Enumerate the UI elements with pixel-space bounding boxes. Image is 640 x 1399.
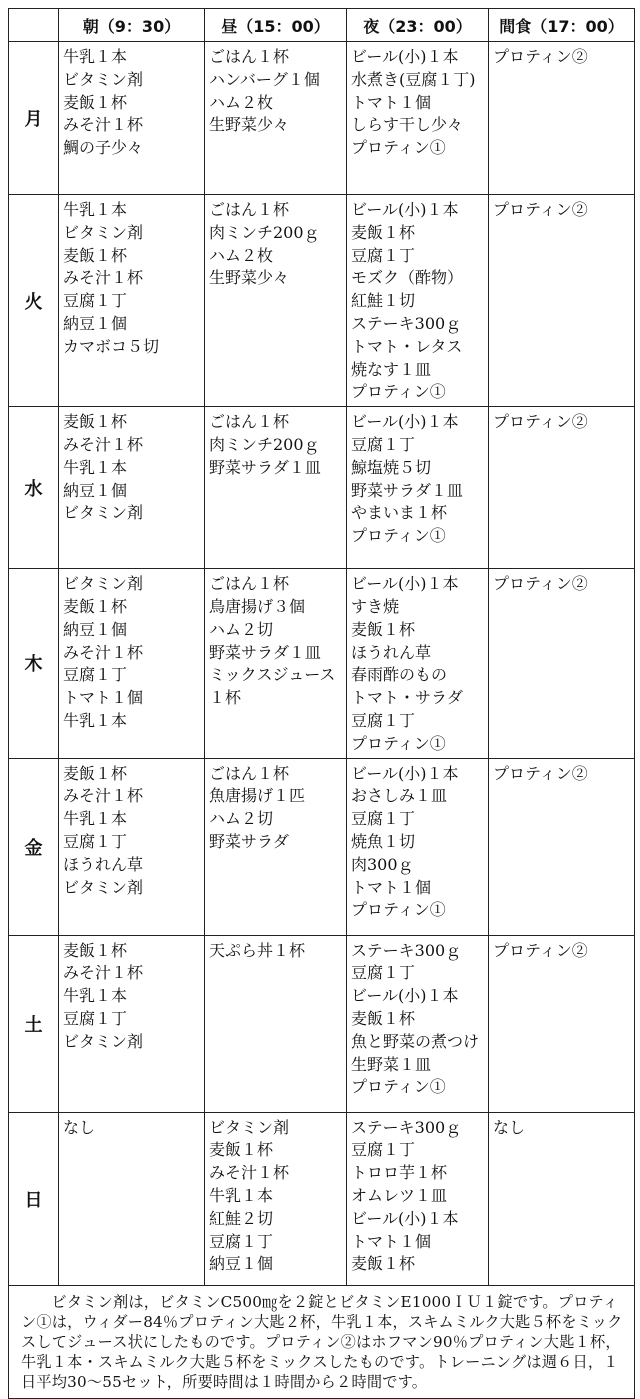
food-item: ビタミン剤 <box>63 1031 144 1051</box>
table-row <box>9 569 635 758</box>
food-item: プロティン② <box>493 574 588 594</box>
food-item: おさしみ１皿 <box>351 786 448 806</box>
food-item: 豆腐１丁 <box>351 809 416 829</box>
food-item: ビール(小)１本 <box>351 763 459 783</box>
food-item: 焼魚１切 <box>351 831 416 851</box>
table-row <box>9 935 635 1112</box>
food-item: ごはん１杯 <box>209 47 290 66</box>
day-label: 月 <box>9 42 59 195</box>
food-item: 紅鮭１切 <box>351 291 416 311</box>
food-item: カマボコ５切 <box>63 336 160 356</box>
food-item: ハム２切 <box>209 809 274 829</box>
table-row <box>9 195 635 407</box>
day-label: 土 <box>9 935 59 1112</box>
food-item: ビタミン剤 <box>63 222 144 242</box>
day-label: 火 <box>9 195 59 407</box>
food-item: ビタミン剤 <box>63 69 144 89</box>
snack-cell <box>489 758 635 935</box>
food-item: 野菜サラダ１皿 <box>209 642 321 662</box>
food-item: なし <box>63 1117 96 1137</box>
food-item: 牛乳１本 <box>63 47 128 66</box>
food-item: ハム２切 <box>209 619 274 639</box>
food-item: 豆腐１丁 <box>351 710 416 730</box>
header-lunch: 昼（15：00） <box>205 9 347 42</box>
day-label: 日 <box>9 1112 59 1285</box>
footnote: ビタミン剤は，ビタミンC500㎎を２錠とビタミンE1000ＩＵ１錠です。プロティン①は，ウィダー84％プロティン大匙２杯，牛乳１本，スキムミルク大匙５杯をミックスしてジュース状にしたものです。プロティン②はホフマン90％プロティン大匙１杯，牛乳１本・スキムミルク大匙５杯をミックスしたものです。トレーニングは週６日，１日平均30～55セット，所要時間は１時間から２時間です。 <box>9 1285 635 1398</box>
food-item: やまいま１杯 <box>351 503 448 523</box>
food-item: 生野菜少々 <box>209 268 290 288</box>
food-item: ビール(小)１本 <box>351 47 459 66</box>
food-item: 野菜サラダ <box>209 831 289 851</box>
breakfast-cell <box>59 195 205 407</box>
food-item: 豆腐１丁 <box>351 245 416 265</box>
table-row <box>9 42 635 195</box>
food-item: トマト１個 <box>351 877 432 897</box>
food-item: 豆腐１丁 <box>63 831 128 851</box>
food-item: 麦飯１杯 <box>63 940 128 960</box>
food-item: プロティン② <box>493 47 588 66</box>
food-item: 肉ミンチ200ｇ <box>209 434 320 454</box>
food-item: 鯨塩焼５切 <box>351 457 432 477</box>
food-item: ハム２枚 <box>209 92 274 112</box>
food-item: 麦飯１杯 <box>351 222 416 242</box>
dinner-cell <box>347 758 489 935</box>
food-item: 納豆１個 <box>63 313 128 333</box>
header-snack: 間食（17：00） <box>489 9 635 42</box>
day-label: 水 <box>9 407 59 569</box>
food-item: 鳥唐揚げ３個 <box>209 596 306 616</box>
lunch-cell <box>205 1112 347 1285</box>
header-corner <box>9 9 59 42</box>
food-item: 麦飯１杯 <box>351 619 416 639</box>
food-item: 麦飯１杯 <box>63 92 128 112</box>
food-item: ステーキ300ｇ <box>351 313 462 333</box>
day-label: 木 <box>9 569 59 758</box>
food-item: ステーキ300ｇ <box>351 1117 462 1137</box>
food-item: みそ汁１杯 <box>63 786 144 806</box>
food-item: 豆腐１丁 <box>63 1008 128 1028</box>
header-breakfast: 朝（9：30） <box>59 9 205 42</box>
food-item: 魚唐揚げ１匹 <box>209 786 306 806</box>
snack-cell <box>489 407 635 569</box>
food-item: すき焼 <box>351 596 400 616</box>
food-item: 肉300ｇ <box>351 854 414 874</box>
food-item: 麦飯１杯 <box>63 412 128 432</box>
breakfast-cell <box>59 935 205 1112</box>
food-item: プロティン① <box>351 382 446 402</box>
breakfast-cell <box>59 42 205 195</box>
lunch-cell <box>205 569 347 758</box>
snack-cell <box>489 195 635 407</box>
food-item: プロティン② <box>493 200 588 219</box>
food-item: プロティン② <box>493 412 588 432</box>
food-item: 豆腐１丁 <box>351 1140 416 1160</box>
food-item: 豆腐１丁 <box>63 665 128 685</box>
food-item: ごはん１杯 <box>209 412 290 432</box>
food-item: 牛乳１本 <box>209 1185 274 1205</box>
food-item: ビール(小)１本 <box>351 412 459 432</box>
food-item: しらす干し少々 <box>351 115 464 135</box>
food-item: トロロ芋１杯 <box>351 1163 448 1183</box>
food-item: 天ぷら丼１杯 <box>209 940 306 960</box>
snack-cell <box>489 42 635 195</box>
lunch-cell <box>205 935 347 1112</box>
food-item: プロティン② <box>493 763 588 783</box>
food-item: プロティン① <box>351 526 446 546</box>
food-item: 豆腐１丁 <box>209 1231 274 1251</box>
food-item: ビタミン剤 <box>209 1117 290 1137</box>
food-item: １杯 <box>209 688 242 708</box>
food-item: 牛乳１本 <box>63 457 128 477</box>
food-item: 牛乳１本 <box>63 986 128 1006</box>
food-item: 牛乳１本 <box>63 200 128 219</box>
food-item: 麦飯１杯 <box>63 596 128 616</box>
day-label: 金 <box>9 758 59 935</box>
food-item: トマト１個 <box>351 92 432 112</box>
food-item: プロティン① <box>351 1077 446 1097</box>
table-row <box>9 758 635 935</box>
dinner-cell <box>347 407 489 569</box>
dinner-cell <box>347 195 489 407</box>
food-item: ビタミン剤 <box>63 877 144 897</box>
food-item: オムレツ１皿 <box>351 1185 448 1205</box>
food-item: 麦飯１杯 <box>63 763 128 783</box>
food-item: 生野菜１皿 <box>351 1054 432 1074</box>
food-item: ごはん１杯 <box>209 200 290 219</box>
dinner-cell <box>347 42 489 195</box>
food-item: ビール(小)１本 <box>351 574 459 594</box>
food-item: プロティン① <box>351 138 446 158</box>
header-dinner: 夜（23：00） <box>347 9 489 42</box>
food-item: 紅鮭２切 <box>209 1208 274 1228</box>
food-item: 肉ミンチ200ｇ <box>209 222 320 242</box>
snack-cell <box>489 935 635 1112</box>
food-item: ビール(小)１本 <box>351 200 459 219</box>
dinner-cell <box>347 1112 489 1285</box>
food-item: 魚と野菜の煮つけ <box>351 1031 480 1051</box>
food-item: ビール(小)１本 <box>351 986 459 1006</box>
table-row <box>9 407 635 569</box>
food-item: なし <box>493 1117 526 1137</box>
food-item: 焼なす１皿 <box>351 359 432 379</box>
food-item: ビタミン剤 <box>63 574 144 594</box>
food-item: 麦飯１杯 <box>209 1140 274 1160</box>
header-row <box>9 9 635 42</box>
table-body <box>9 42 635 1286</box>
food-item: 牛乳１本 <box>63 809 128 829</box>
dinner-cell <box>347 569 489 758</box>
table-row <box>9 1112 635 1285</box>
food-item: みそ汁１杯 <box>63 963 144 983</box>
food-item: 野菜サラダ１皿 <box>209 457 321 477</box>
lunch-cell <box>205 758 347 935</box>
breakfast-cell <box>59 1112 205 1285</box>
food-item: ビール(小)１本 <box>351 1208 459 1228</box>
food-item: みそ汁１杯 <box>63 115 144 135</box>
food-item: プロティン① <box>351 733 446 753</box>
food-item: ハム２枚 <box>209 245 274 265</box>
food-item: ほうれん草 <box>63 854 144 874</box>
snack-cell <box>489 1112 635 1285</box>
lunch-cell <box>205 195 347 407</box>
food-item: みそ汁１杯 <box>63 642 144 662</box>
food-item: モズク（酢物） <box>351 268 464 288</box>
food-item: ミックスジュース <box>209 665 336 685</box>
food-item: 麦飯１杯 <box>351 1008 416 1028</box>
food-item: 納豆１個 <box>209 1254 274 1274</box>
food-item: 豆腐１丁 <box>351 434 416 454</box>
food-item: ハンバーグ１個 <box>209 69 320 89</box>
food-item: みそ汁１杯 <box>63 434 144 454</box>
breakfast-cell <box>59 569 205 758</box>
food-item: トマト１個 <box>351 1231 432 1251</box>
breakfast-cell <box>59 758 205 935</box>
lunch-cell <box>205 42 347 195</box>
food-item: みそ汁１杯 <box>63 268 144 288</box>
food-item: 納豆１個 <box>63 480 128 500</box>
food-item: ほうれん草 <box>351 642 432 662</box>
food-item: プロティン② <box>493 940 588 960</box>
food-item: ビタミン剤 <box>63 503 144 523</box>
food-item: ごはん１杯 <box>209 763 290 783</box>
food-item: 豆腐１丁 <box>63 291 128 311</box>
food-item: 納豆１個 <box>63 619 128 639</box>
food-item: 野菜サラダ１皿 <box>351 480 463 500</box>
food-item: 水煮き(豆腐１丁) <box>351 69 476 89</box>
food-item: 生野菜少々 <box>209 115 290 135</box>
food-item: プロティン① <box>351 900 446 920</box>
food-item: 麦飯１杯 <box>351 1254 416 1274</box>
food-item: 鯛の子少々 <box>63 138 144 158</box>
food-item: みそ汁１杯 <box>209 1163 290 1183</box>
food-item: ごはん１杯 <box>209 574 290 594</box>
lunch-cell <box>205 407 347 569</box>
food-item: トマト・レタス <box>351 336 463 356</box>
weekly-meal-table <box>8 8 635 1399</box>
food-item: 豆腐１丁 <box>351 963 416 983</box>
food-item: ステーキ300ｇ <box>351 940 462 960</box>
food-item: トマト１個 <box>63 688 144 708</box>
breakfast-cell <box>59 407 205 569</box>
food-item: 牛乳１本 <box>63 710 128 730</box>
food-item: トマト・サラダ <box>351 688 463 708</box>
food-item: 麦飯１杯 <box>63 245 128 265</box>
snack-cell <box>489 569 635 758</box>
dinner-cell <box>347 935 489 1112</box>
food-item: 春雨酢のもの <box>351 665 448 685</box>
